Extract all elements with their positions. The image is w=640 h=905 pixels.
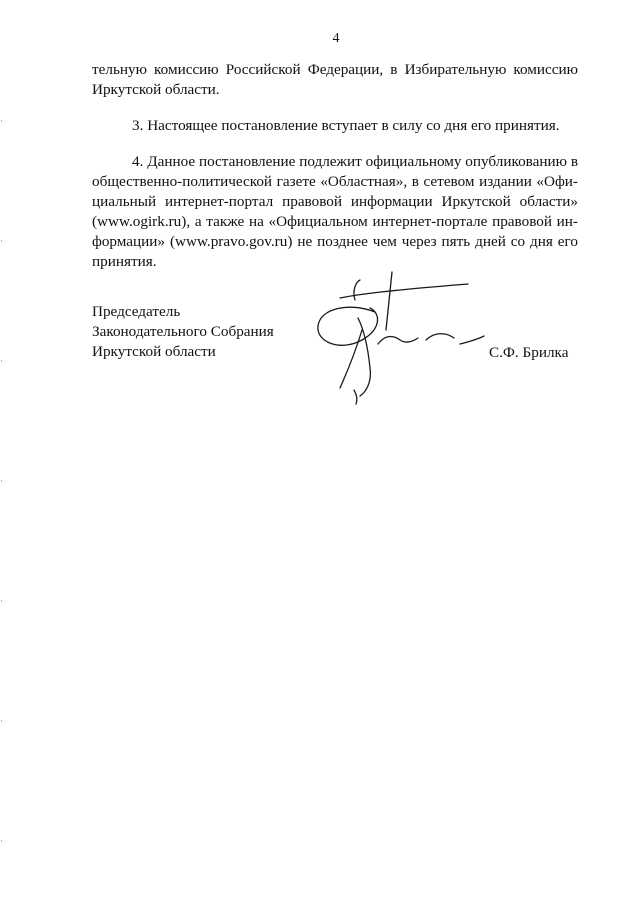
- paragraph-4-line-1: 4. Данное постановление подлежит официальному опубликованию в: [132, 153, 578, 170]
- signer-title-line-2: Законодательного Собрания: [92, 323, 274, 340]
- paragraph-4-line-3: циальный интернет-портал правовой информации Иркутской области»: [92, 193, 578, 210]
- paragraph-continuation-line-1: тельную комиссию Российской Федерации, в Избирательную комиссию: [92, 61, 578, 78]
- paragraph-4-line-4: (www.ogirk.ru), а также на «Официальном интернет-портале правовой ин-: [92, 213, 578, 230]
- scan-edge-marks: [0, 0, 4, 905]
- paragraph-4-line-2: общественно-политической газете «Областная», в сетевом издании «Офи-: [92, 173, 578, 190]
- paragraph-4-line-6: принятия.: [92, 253, 157, 270]
- handwritten-signature: [300, 270, 490, 410]
- signer-title-line-1: Председатель: [92, 303, 181, 320]
- document-body: [92, 60, 578, 272]
- page-number: 4: [332, 31, 340, 46]
- paragraph-continuation-line-2: Иркутской области.: [92, 81, 220, 98]
- signer-name: С.Ф. Брилка: [489, 344, 569, 361]
- paragraph-3: 3. Настоящее постановление вступает в силу со дня его принятия.: [132, 117, 560, 134]
- paragraph-4-line-5: формации» (www.pravo.gov.ru) не позднее чем через пять дней со дня его: [92, 233, 578, 250]
- signer-title-line-3: Иркутской области: [92, 343, 216, 360]
